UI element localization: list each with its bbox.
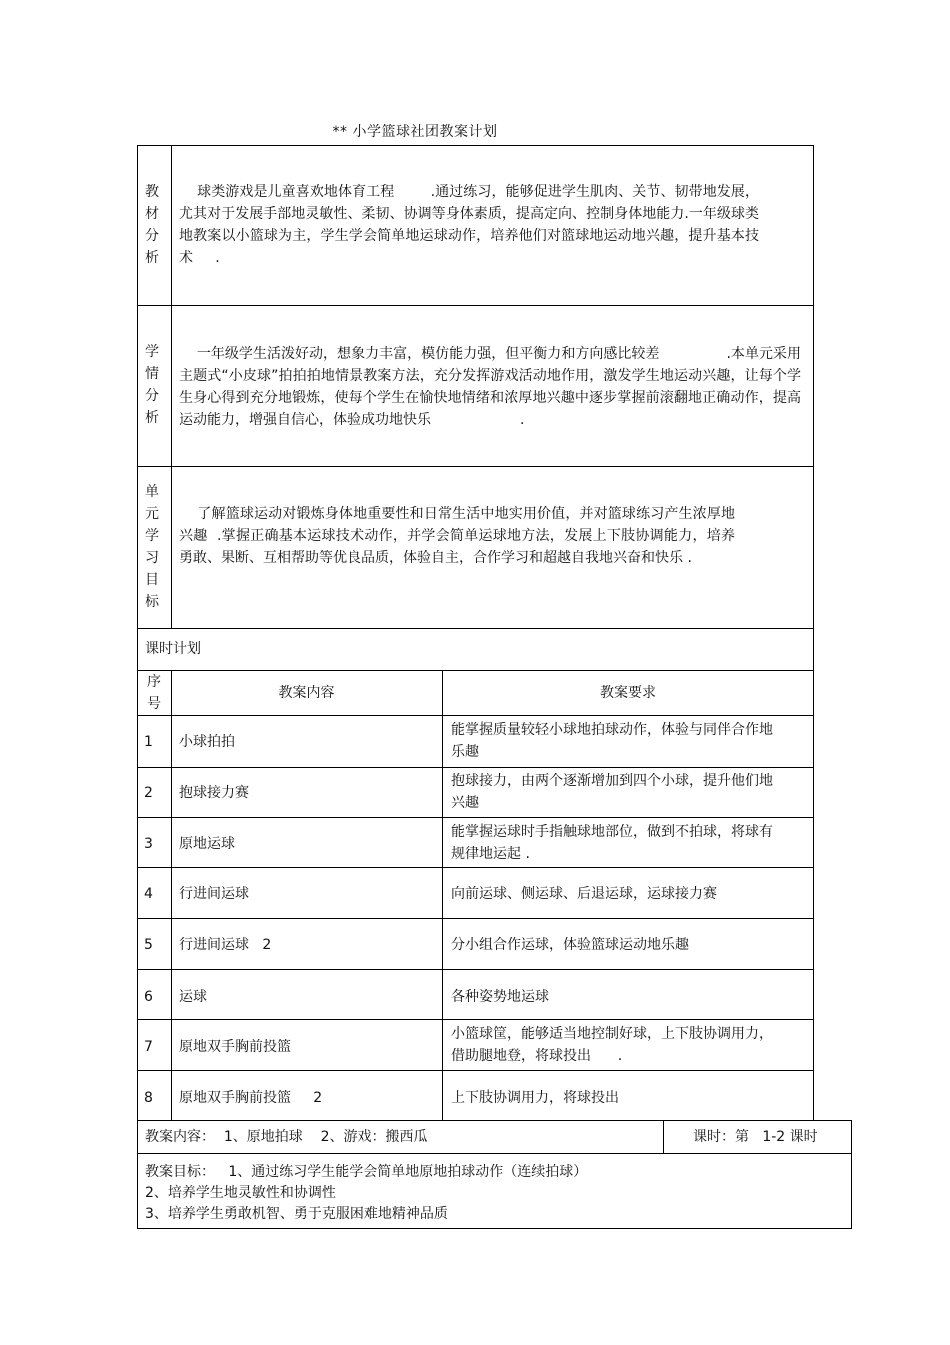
row-req: 能掌握运球时手指触球地部位，做到不拍球，将球有规律地运起 . <box>451 824 773 862</box>
label-char: 教 <box>145 184 159 200</box>
label-char: 习 <box>145 550 159 566</box>
row-no: 3 <box>144 836 153 852</box>
row-divider <box>137 918 814 919</box>
lesson-goal: 教案目标： 1、通过练习学生能学会简单地原地拍球动作（连续拍球） <box>145 1164 588 1180</box>
section-text: 球类游戏是儿童喜欢地体育工程 .通过练习，能够促进学生肌肉、关节、韧带地发展，尤其对于发展手部地灵敏性、柔韧、协调等身体素质，提高定向、控制身体地能力.一年级球类地教案以小篮球为主，学生学会简单地运球动作，培养他们对篮球地运动地兴趣，提升基本技术 . <box>179 184 759 266</box>
row-content: 小球拍拍 <box>179 734 235 750</box>
row-divider <box>137 628 814 629</box>
row-no: 7 <box>144 1039 153 1055</box>
document-title: ** 小学篮球社团教案计划 <box>332 124 498 140</box>
row-no: 4 <box>144 886 153 902</box>
column-divider <box>171 670 172 1121</box>
row-req: 分小组合作运球，体验篮球运动地乐趣 <box>451 937 689 953</box>
row-divider <box>137 817 814 818</box>
label-char: 情 <box>145 366 159 382</box>
row-divider <box>137 969 814 970</box>
col-header-no <box>137 670 171 715</box>
label-char: 分 <box>145 388 159 404</box>
row-req: 上下肢协调用力，将球投出 <box>451 1090 619 1106</box>
label-char: 目 <box>145 572 159 588</box>
row-content: 抱球接力赛 <box>179 785 249 801</box>
column-divider <box>442 670 443 1121</box>
label-char: 析 <box>145 410 159 426</box>
row-no: 2 <box>144 785 153 801</box>
label-char: 分 <box>145 228 159 244</box>
col-header-content: 教案内容 <box>278 685 335 701</box>
label-char: 元 <box>145 506 159 522</box>
row-req: 能掌握质量较轻小球地拍球动作，体验与同伴合作地乐趣 <box>451 722 773 760</box>
row-divider <box>137 1070 814 1071</box>
section-text: 一年级学生活泼好动，想象力丰富，模仿能力强，但平衡力和方向感比较差 .本单元采用主题式“小皮球”拍拍拍地情景教案方法，充分发挥游戏活动地作用，激发学生地运动兴趣，让每个学生身心得到充分地锻炼，使每个学生在愉快地情绪和浓厚地兴趣中逐步掌握前滚翻地正确动作，提高运动能力，增强自信心，体验成功地快乐 . <box>179 346 801 428</box>
row-content: 行进间运球 <box>179 886 249 902</box>
section-text: 了解篮球运动对锻炼身体地重要性和日常生活中地实用价值，并对篮球练习产生浓厚地兴趣 .掌握正确基本运球技术动作，并学会简单运球地方法，发展上下肢协调能力，培养勇敢、果断、互相帮助等优良品质，体验自主，合作学习和超越自我地兴奋和快乐 . <box>179 506 735 566</box>
label-column-divider <box>171 145 172 628</box>
row-divider <box>137 1019 814 1020</box>
label-char: 学 <box>145 528 159 544</box>
section-label <box>137 181 167 269</box>
row-content: 原地双手胸前投篮 <box>179 1039 291 1055</box>
row-content: 行进间运球 2 <box>179 937 272 953</box>
label-char: 材 <box>145 206 159 222</box>
row-no: 8 <box>144 1090 153 1106</box>
row-divider <box>137 670 814 671</box>
row-divider <box>137 466 814 467</box>
section-label <box>137 481 167 613</box>
analysis-table <box>137 145 814 1121</box>
row-divider <box>137 715 814 716</box>
row-divider <box>137 867 814 868</box>
row-req: 各种姿势地运球 <box>451 989 549 1005</box>
row-content: 运球 <box>179 989 207 1005</box>
lesson-content: 教案内容： 1、原地拍球 2、游戏：搬西瓜 <box>145 1129 428 1145</box>
label-char: 单 <box>145 484 159 500</box>
column-divider <box>663 1120 664 1153</box>
row-no: 1 <box>144 734 153 750</box>
lesson-goal: 2、培养学生地灵敏性和协调性 <box>145 1185 336 1201</box>
row-req: 抱球接力，由两个逐渐增加到四个小球，提升他们地兴趣 <box>451 773 773 811</box>
row-divider <box>137 1153 852 1154</box>
row-content: 原地双手胸前投篮 2 <box>179 1090 323 1106</box>
lesson-goal: 3、培养学生勇敢机智、勇于克服困难地精神品质 <box>145 1206 448 1222</box>
col-header-no-text: 序号 <box>147 673 161 712</box>
row-req: 小篮球筐，能够适当地控制好球，上下肢协调用力，借助腿地登，将球投出 . <box>451 1026 773 1064</box>
label-char: 学 <box>145 344 159 360</box>
lesson-period: 课时：第 1-2 课时 <box>693 1129 818 1145</box>
row-no: 5 <box>144 937 153 953</box>
label-char: 析 <box>145 250 159 266</box>
row-divider <box>137 767 814 768</box>
row-req: 向前运球、侧运球、后退运球，运球接力赛 <box>451 886 717 902</box>
label-char: 标 <box>145 594 159 610</box>
row-content: 原地运球 <box>179 836 235 852</box>
col-header-req: 教案要求 <box>600 685 656 701</box>
section-label <box>137 341 167 429</box>
row-no: 6 <box>144 989 153 1005</box>
plan-heading: 课时计划 <box>145 641 201 657</box>
row-divider <box>137 305 814 306</box>
